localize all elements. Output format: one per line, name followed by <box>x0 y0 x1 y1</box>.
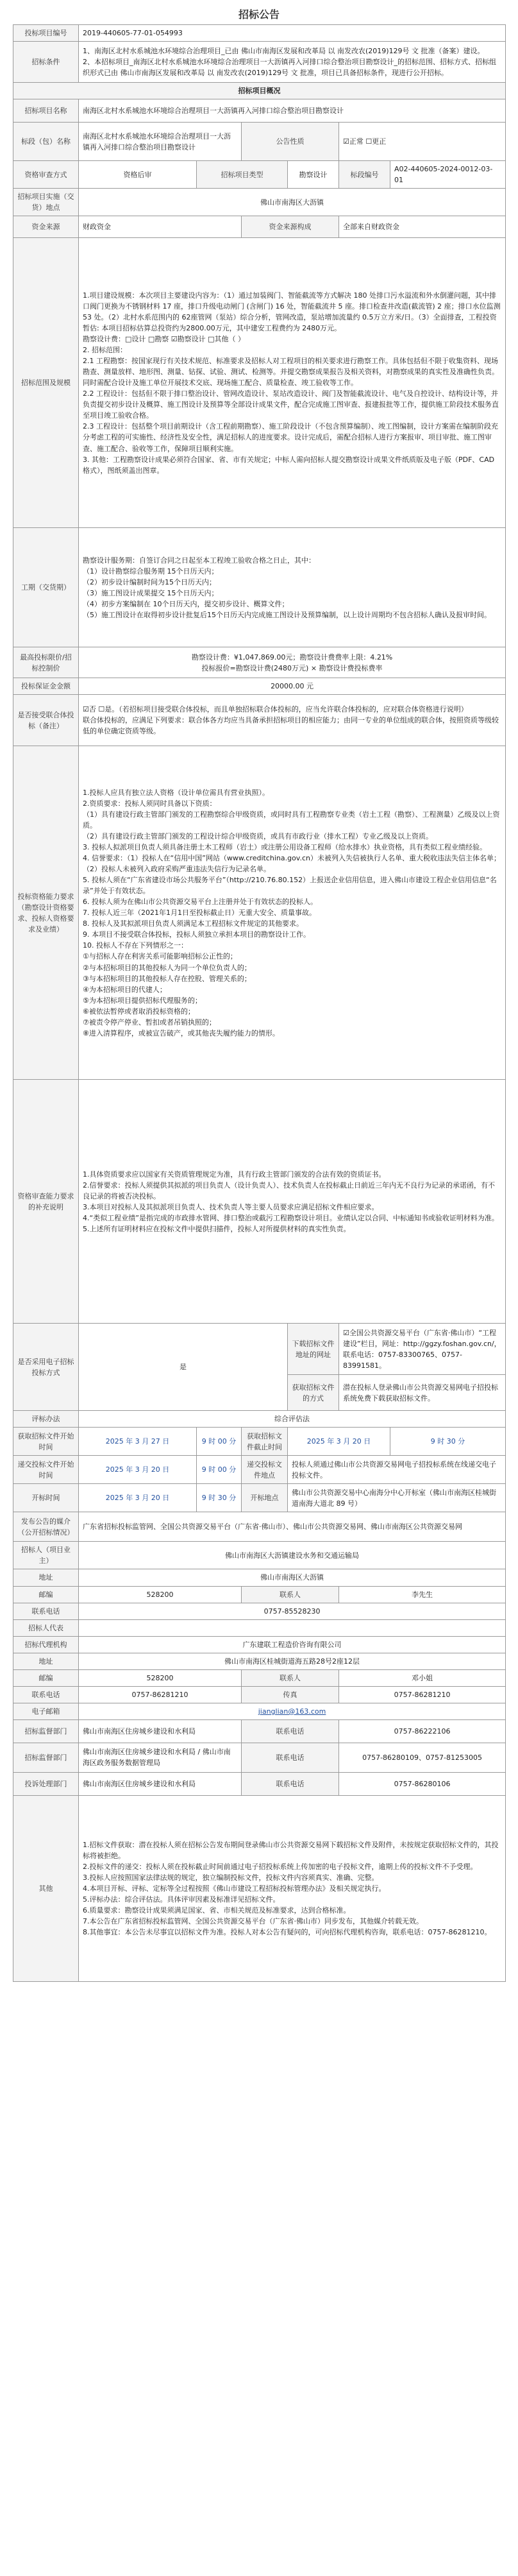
bid-type-value: 勘察设计 <box>288 161 339 189</box>
submit-start-label: 递交投标文件开始时间 <box>13 1456 79 1484</box>
open-place-label: 开标地点 <box>242 1484 288 1512</box>
supervisor-label: 招标监督部门 <box>13 1719 79 1743</box>
e-bid-url-text[interactable]: ☑全国公共资源交易平台（广东省·佛山市）“工程建设”栏目，网址：http://ggzy.foshan.gov.cn/，联系电话：0757-83300765、0757-83991581。 <box>339 1324 506 1375</box>
tenderer-contact-value: 李先生 <box>339 1586 506 1603</box>
bid-type-label: 招标项目类型 <box>197 161 288 189</box>
conditions-label: 招标条件 <box>13 42 79 83</box>
e-bid-label: 是否采用电子招标投标方式 <box>13 1324 79 1411</box>
complaint-value: 佛山市南海区住房城乡建设和水利局 <box>79 1772 242 1795</box>
joint-text: ☑否 ☐是。（若招标项目接受联合体投标，而且单独招标联合体投标的，应当允许联合体投标的，应对联合体资格进行说明） 联合体投标的，应满足下列要求：联合体各方均应当具备承担招标项目的相应能力；由同一专业的单位组成的联合体，按照资质等级较低的单位确定资质等级。 <box>79 695 506 746</box>
tenderer-address-value: 佛山市南海区大沥镇 <box>79 1569 506 1586</box>
notes-text: 1.招标文件获取：潜在投标人须在招标公告发布期间登录佛山市公共资源交易网下载招标文件及附件，未按规定获取招标文件的，其投标将被拒绝。 2.投标文件的递交：投标人须在投标截止时间前通过电子招投标系统上传加密的电子投标文件，逾期上传的投标文件不予受理。 3.投标人应按照国家法律法规的规定，独立编制投标文件，投标文件内容须真实、准确、完整。 4.本项目开标、评标、定标等全过程按照《佛山市建设工程招标投标管理办法》及相关规定执行。 5.评标办法：综合评估法。具体评审因素及标准详见招标文件。 6.质量要求：勘察设计成果须满足国家、省、市相关规范及标准要求，达到合格标准。 7.本公告在广东省招标投标监管网、全国公共资源交易平台（广东省·佛山市）同步发布，其他媒介转载无效。 8.其他事宜：本公告未尽事宜以招标文件为准。投标人对本公告有疑问的，可向招标代理机构咨询，联系电话：0757-86281210。 <box>79 1795 506 1981</box>
get-method-text: 潜在投标人登录佛山市公共资源交易网电子招投标系统免费下载获取招标文件。 <box>339 1375 506 1411</box>
project-no-value: 2019-440605-77-01-054993 <box>79 25 506 42</box>
supervisor-value: 佛山市南海区住房城乡建设和水利局 <box>79 1719 242 1743</box>
agent-email-link[interactable]: jianglian@163.com <box>79 1703 506 1719</box>
submit-place-value: 投标人须通过佛山市公共资源交易网电子招投标系统在线递交电子投标文件。 <box>288 1456 506 1484</box>
bid-code-value: A02-440605-2024-0012-03-01 <box>390 161 506 189</box>
schedule-header: 评标办法 <box>13 1411 79 1428</box>
agent-address-label: 地址 <box>13 1653 79 1669</box>
scope-text: 1.项目建设规模：本次项目主要建设内容为：（1）通过加装阀门、智能截流等方式解决 180 处排口污水溢流和外水倒灌问题，其中排口阀门更换为不锈钢材料 17 座，排口升级电动闸门 (含闸门) 16 处，智能截流井 5 座。排口检查井改造(截流管) 2 座；排口水位监测 53 处。（2）北村水系范围内的 62座管网（泵站）综合分析，管网改造，泵站增加流量约 0.5万立方米/日。（3）全面排查，工程投资暂估: 本项目招标估算总投资约为2800.00万元，其中建安工程费约为 2480万元。 勘察设计费：□设计 □勘察 ☑勘察设计 □其他（ ） 2. 招标范围： 2.1 工程勘察：按国家现行有关技术规范、标准要求及招标人对工程项目的相关要求进行勘察工作。具体包括但不限于收集资料、现场勘查、测量放样、地形图、测量、钻探、试验、测试、检测等。并提交勘察成果报告及相关资料，对勘察成果的真实性及准确性负责。同时需配合设计及施工单位开展技术交底、现场施工配合、质量检查、竣工验收等工作。 2.2 工程设计：包括但不限于排口整治设计、管网改造设计、泵站改造设计、阀门及智能截流设计、电气及自控设计、结构设计等，并负责提交初步设计及概算、施工图设计及预算等全部设计成果文件，配合完成施工图审查、报建报批等工作，提供施工阶段技术服务直至项目竣工验收合格。 2.3 工程设计：包括整个项目前期设计（含工程前期勘察）、施工阶段设计（不包含预算编制）、竣工图编制，设计方案需在编制阶段充分考虑工程的可实施性、经济性及安全性，满足招标人的进度要求。设计完成后，需配合招标人进行方案报审、项目审批、施工图审查、施工配合、验收等工作，保障项目顺利实施。 3. 其他：工程勘察设计成果必须符合国家、省、市有关规定；中标人需向招标人提交勘察设计成果文件纸质版及电子版（PDF、CAD 格式），图纸须盖出图章。 <box>79 238 506 528</box>
submit-place-label: 递交投标文件地点 <box>242 1456 288 1484</box>
overview-header: 招标项目概况 <box>13 83 506 99</box>
qual-type-label: 资格审查方式 <box>13 161 79 189</box>
open-time-date: 2025 年 3 月 20 日 <box>79 1484 197 1512</box>
supervisor2-value: 佛山市南海区住房城乡建设和水利局 / 佛山市南海区政务服务数据管理局 <box>79 1743 242 1772</box>
submit-start-date: 2025 年 3 月 20 日 <box>79 1456 197 1484</box>
get-doc-end-date: 2025 年 3 月 20 日 <box>288 1428 390 1456</box>
announce-type-label: 公告性质 <box>242 123 339 161</box>
get-doc-time: 9 时 00 分 <box>197 1428 242 1456</box>
project-no-label: 投标项目编号 <box>13 25 79 42</box>
open-time-label: 开标时间 <box>13 1484 79 1512</box>
agent-phone-value: 0757-86281210 <box>79 1686 242 1703</box>
tenderer-phone-value: 0757-85528230 <box>79 1603 506 1619</box>
review-text: 1.具体资质要求应以国家有关资质管理规定为准，具有行政主管部门颁发的合法有效的资质证书。 2.信誉要求：投标人须提供其拟派的项目负责人（设计负责人）、技术负责人在投标截止日前近三年内无不良行为记录的承诺函，有不良记录的将被否决投标。 3.本项目对投标人及其拟派项目负责人、技术负责人等主要人员要求应满足招标文件相应要求。 4.“类似工程业绩”是指完成的市政排水管网、排口整治或截污工程勘察设计项目。业绩认定以合同、中标通知书或验收证明材料为准。 5.上述所有证明材料应在投标文件中提供扫描件，投标人对所提供材料的真实性负责。 <box>79 1080 506 1324</box>
notes-label: 其他 <box>13 1795 79 1981</box>
bid-code-label: 标段编号 <box>339 161 390 189</box>
fund-ratio-label: 资金来源构成 <box>242 216 339 238</box>
qualification-text: 1.投标人应具有独立法人资格（设计单位需具有营业执照）。 2.资质要求：投标人须同时具备以下资质： （1）具有建设行政主管部门颁发的工程勘察综合甲级资质，或同时具有工程勘察专业类（岩土工程（勘察）、工程测量）乙级及以上资质。 （2）具有建设行政主管部门颁发的工程设计综合甲级资质，或具有市政行业（排水工程）专业乙级及以上资质。 3. 投标人拟派项目负责人须具备注册土木工程师（岩土）或注册公用设备工程师（给水排水）执业资格，具有类似工程业绩经验。 4. 信誉要求：（1）投标人在“信用中国”网站（www.creditchina.gov.cn）未被列入失信被执行人名单、重大税收违法失信主体名单；（2）投标人未被列入政府采购严重违法失信行为记录名单。 5. 投标人须在“广东省建设市场公共服务平台”（http://210.76.80.152）上报送企业信用信息，进入佛山市建设工程企业信用信息“名录”并处于有效状态。 6. 投标人须为在佛山市公共资源交易平台上注册并处于有效状态的投标人。 7. 投标人近三年（2021年1月1日至投标截止日）无重大安全、质量事故。 8. 投标人及其拟派项目负责人须满足本工程招标文件规定的其他要求。 9. 本项目不接受联合体投标，投标人须独立承担本项目的勘察设计工作。 10. 投标人不存在下列情形之一： ①与招标人存在利害关系可能影响招标公正性的； ②与本招标项目的其他投标人为同一个单位负责人的； ③与本招标项目的其他投标人存在控股、管理关系的； ④为本招标项目的代建人； ⑤为本招标项目提供招标代理服务的； ⑥被依法暂停或者取消投标资格的； ⑦被责令停产停业、暂扣或者吊销执照的； ⑧进入清算程序，或被宣告破产，或其他丧失履约能力的情形。 <box>79 746 506 1080</box>
budget-label: 最高投标限价/招标控制价 <box>13 647 79 678</box>
get-doc-end-label: 获取招标文件截止时间 <box>242 1428 288 1456</box>
supervisor-phone-label: 联系电话 <box>242 1719 339 1743</box>
agent-label: 招标代理机构 <box>13 1636 79 1653</box>
tenderer-zip-label: 邮编 <box>13 1586 79 1603</box>
e-bid-url-label: 下载招标文件地址的网址 <box>288 1324 339 1375</box>
scope-label: 招标范围及规模 <box>13 238 79 528</box>
fund-ratio-value: 全部来自财政资金 <box>339 216 506 238</box>
supervisor-phone-value: 0757-86222106 <box>339 1719 506 1743</box>
notice-table <box>13 24 506 1982</box>
tenderer-label: 招标人（项目业主） <box>13 1542 79 1569</box>
project-name-label: 招标项目名称 <box>13 99 79 123</box>
conditions-text: 1、南海区北村水系城池水环境综合治理项目_已由 佛山市南海区发展和改革局 以 南发改农(2019)129号 文 批准（备案）建设。 2、本招标项目_南海区北村水系城池水环境综合治理项目一大沥镇再入河排口综合整治项目勘察设计_的招标范围、招标方式、招标组织形式已由 佛山市南海区发展和改革局 以 南发改农(2019)129号 文 批准，项目已具备招标条件，现进行公开招标。 <box>79 42 506 83</box>
get-doc-label: 获取招标文件开始时间 <box>13 1428 79 1456</box>
tenderer-rep-value <box>79 1619 506 1636</box>
tender-name-label: 标段（包）名称 <box>13 123 79 161</box>
schedule-method: 综合评估法 <box>79 1411 506 1428</box>
publish-media-label: 发布公告的媒介（公开招标情况） <box>13 1512 79 1542</box>
get-doc-end-time: 9 时 30 分 <box>390 1428 506 1456</box>
agent-value: 广东建联工程造价咨询有限公司 <box>79 1636 506 1653</box>
announce-type-value: ☑正常 ☐更正 <box>339 123 506 161</box>
agent-fax-value: 0757-86281210 <box>339 1686 506 1703</box>
agent-fax-label: 传真 <box>242 1686 339 1703</box>
qual-type-value: 资格后审 <box>79 161 197 189</box>
agent-phone-label: 联系电话 <box>13 1686 79 1703</box>
period-text: 勘察设计服务期：自签订合同之日起至本工程竣工验收合格之日止，其中： （1）设计勘察综合服务期 15个日历天内； （2）初步设计编制时间为15个日历天内； （3）施工图设计成果提交 15个日历天内； （4）初步方案编制在 10个日历天内，提交初步设计、概算文件； （5）施工图设计在取得初步设计批复后15个日历天内完成施工图设计及预算编制，以上设计周期均不包含招标人确认及报审时间。 <box>79 528 506 647</box>
get-doc-date: 2025 年 3 月 27 日 <box>79 1428 197 1456</box>
fund-source-value: 财政资金 <box>79 216 242 238</box>
supervisor2-phone-label: 联系电话 <box>242 1743 339 1772</box>
get-method-label: 获取招标文件的方式 <box>288 1375 339 1411</box>
open-place-value: 佛山市公共资源交易中心南海分中心开标室（佛山市南海区桂城街道南海大道北 89 号） <box>288 1484 506 1512</box>
agent-address-value: 佛山市南海区桂城街道海五路28号2座12层 <box>79 1653 506 1669</box>
location-value: 佛山市南海区大沥镇 <box>79 189 506 216</box>
supervisor2-label: 招标监督部门 <box>13 1743 79 1772</box>
publish-media-value: 广东省招标投标监管网、全国公共资源交易平台（广东省·佛山市）、佛山市公共资源交易网、佛山市南海区公共资源交易网 <box>79 1512 506 1542</box>
e-bid-value: 是 <box>79 1324 288 1411</box>
tenderer-phone-label: 联系电话 <box>13 1603 79 1619</box>
complaint-phone-label: 联系电话 <box>242 1772 339 1795</box>
review-label: 资格审查能力要求的补充说明 <box>13 1080 79 1324</box>
joint-label: 是否接受联合体投标（备注） <box>13 695 79 746</box>
fund-source-label: 资金来源 <box>13 216 79 238</box>
qualification-label: 投标资格能力要求（勘察设计资格要求、投标人资格要求及业绩） <box>13 746 79 1080</box>
complaint-label: 投诉处理部门 <box>13 1772 79 1795</box>
location-label: 招标项目实施（交货）地点 <box>13 189 79 216</box>
agent-email-label: 电子邮箱 <box>13 1703 79 1719</box>
tenderer-rep-label: 招标人代表 <box>13 1619 79 1636</box>
complaint-phone-value: 0757-86280106 <box>339 1772 506 1795</box>
submit-start-time: 9 时 00 分 <box>197 1456 242 1484</box>
tender-name-value: 南海区北村水系城池水环境综合治理项目一大沥镇再入河排口综合整治项目勘察设计 <box>79 123 242 161</box>
period-label: 工期（交货期） <box>13 528 79 647</box>
budget-text: 勘察设计费：¥1,047,869.00元；勘察设计费费率上限：4.21% 投标报价=勘察设计费(2480万元) × 勘察设计费投标费率 <box>79 647 506 678</box>
agent-zip-label: 邮编 <box>13 1669 79 1686</box>
tenderer-contact-label: 联系人 <box>242 1586 339 1603</box>
open-time-time: 9 时 30 分 <box>197 1484 242 1512</box>
project-name-value: 南海区北村水系城池水环境综合治理项目一大沥镇再入河排口综合整治项目勘察设计 <box>79 99 506 123</box>
agent-contact-value: 邓小姐 <box>339 1669 506 1686</box>
tenderer-value: 佛山市南海区大沥镇建设水务和交通运输局 <box>79 1542 506 1569</box>
tenderer-address-label: 地址 <box>13 1569 79 1586</box>
supervisor2-phone-value: 0757-86280109、0757-81253005 <box>339 1743 506 1772</box>
tenderer-zip-value: 528200 <box>79 1586 242 1603</box>
bid-bond-value: 20000.00 元 <box>79 678 506 695</box>
agent-zip-value: 528200 <box>79 1669 242 1686</box>
bid-bond-label: 投标保证金金额 <box>13 678 79 695</box>
page-title: 招标公告 <box>238 8 280 21</box>
agent-contact-label: 联系人 <box>242 1669 339 1686</box>
